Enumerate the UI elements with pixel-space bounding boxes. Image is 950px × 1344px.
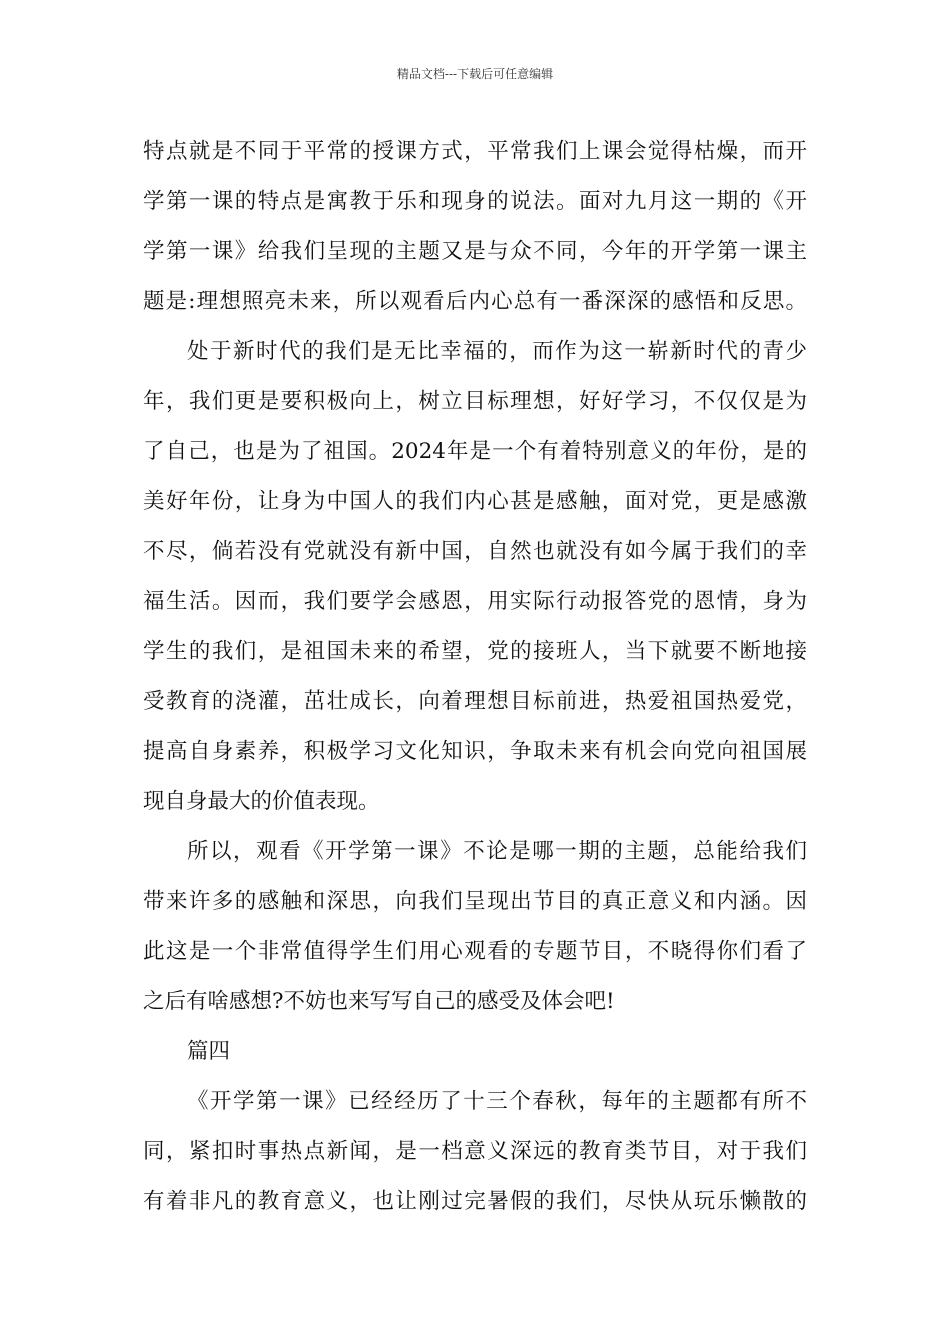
paragraph-2-line-8: 受教育的浇灌，茁壮成长，向着理想目标前进，热爱祖国热爱党， xyxy=(143,689,807,714)
page-header: 精品文档---下载后可任意编辑 xyxy=(396,67,554,81)
paragraph-2-line-5: 不尽，倘若没有党就没有新中国，自然也就没有如今属于我们的幸 xyxy=(143,539,807,564)
paragraph-2-line-4: 美好年份，让身为中国人的我们内心甚是感触，面对党，更是感激 xyxy=(143,489,807,514)
paragraph-3-line-3: 此这是一个非常值得学生们用心观看的专题节目，不晓得你们看了 xyxy=(143,939,807,964)
paragraph-4-line-2: 同，紧扣时事热点新闻，是一档意义深远的教育类节目，对于我们 xyxy=(143,1139,807,1164)
paragraph-2-line-3: 了自己，也是为了祖国。2024年是一个有着特别意义的年份，是的 xyxy=(143,439,807,464)
paragraph-4-line-1: 《开学第一课》已经经历了十三个春秋，每年的主题都有所不 xyxy=(187,1089,807,1114)
paragraph-2-line-2: 年，我们更是要积极向上，树立目标理想，好好学习，不仅仅是为 xyxy=(143,389,807,414)
paragraph-2-line-6: 福生活。因而，我们要学会感恩，用实际行动报答党的恩情，身为 xyxy=(143,589,807,614)
paragraph-2-line-1: 处于新时代的我们是无比幸福的，而作为这一崭新时代的青少 xyxy=(187,339,807,364)
paragraph-1-line-4: 题是:理想照亮未来，所以观看后内心总有一番深深的感悟和反思。 xyxy=(143,289,807,314)
paragraph-2-line-7: 学生的我们，是祖国未来的希望，党的接班人，当下就要不断地接 xyxy=(143,639,807,664)
section-heading: 篇四 xyxy=(187,1039,231,1064)
paragraph-1-line-2: 学第一课的特点是寓教于乐和现身的说法。面对九月这一期的《开 xyxy=(143,189,807,214)
paragraph-2-line-10: 现自身最大的价值表现。 xyxy=(143,789,380,814)
paragraph-1-line-3: 学第一课》给我们呈现的主题又是与众不同，今年的开学第一课主 xyxy=(143,239,807,264)
document-body xyxy=(143,127,807,1227)
paragraph-3-line-1: 所以，观看《开学第一课》不论是哪一期的主题，总能给我们 xyxy=(187,839,807,864)
paragraph-4-line-3: 有着非凡的教育意义，也让刚过完暑假的我们，尽快从玩乐懒散的 xyxy=(143,1189,807,1214)
paragraph-2-line-9: 提高自身素养，积极学习文化知识，争取未来有机会向党向祖国展 xyxy=(143,739,807,764)
paragraph-3-line-4: 之后有啥感想?不妨也来写写自己的感受及体会吧! xyxy=(143,989,615,1014)
paragraph-1-line-1: 特点就是不同于平常的授课方式，平常我们上课会觉得枯燥，而开 xyxy=(143,139,807,164)
paragraph-3-line-2: 带来许多的感触和深思，向我们呈现出节目的真正意义和内涵。因 xyxy=(143,889,807,914)
